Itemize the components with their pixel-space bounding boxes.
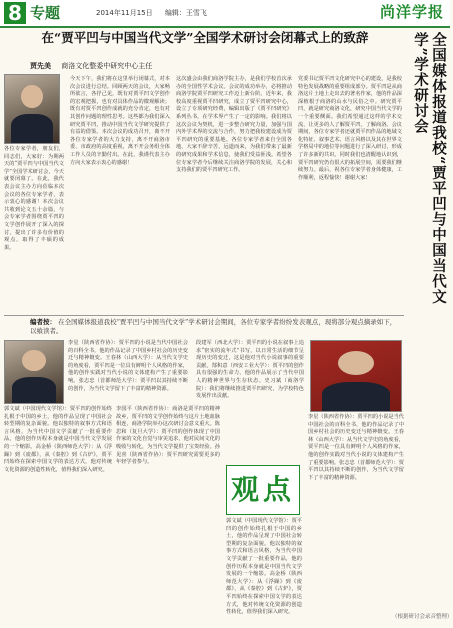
vertical-headline: 全国媒体报道我校“贾平凹与中国当代文学”学术研讨会 [412,32,447,305]
expert-photo-2 [310,340,402,412]
header-meta [96,9,217,18]
article-col-1a: 各位专家学者，朋友们，同志们，大家好：为期两天的“贾平凹与中国当代文学”全国学术研讨会，今天就要闭幕了。在此，我代表会议主办方向莅临本次会议的各位专家学者，表示衷心的感谢！本次会议共收到论文五十余篇，与会专家学者围绕贾平凹的文学创作展开了深入的探讨，提出了许多有价值的观点，取得了丰硕的成果。 [4,146,64,251]
opinion-col-1: 郭文斌（中国现代文学馆）：贾平凹的创作始终扎根于中国的乡土，他的作品呈现了中国社会转型期的复杂面貌。他以独特的叙事方式和语言风格，为当代中国文学贡献了一批重要作品，他的创作历程本身就是中国当代文学发展的一个缩影。高金桥（陕西师范大学）：从《浮躁》到《废都》，从《秦腔》到《古炉》，贾平凹始终在探索中国文学的表达方式，他对传统文化资源的创造性转化，值得我们深入研究。 [4,406,112,473]
opinion-col-3-top: 段建军（西北大学）：贾平凹的小说在叙事上追求“密实的流年式”书写，以日常生活的细节呈现历史的变迁，这是他对当代小说叙事的重要贡献。郜积意（西安工业大学）：贾平凹的创作具有很强的生命力，他的作品展示了当代中国人的精神世界与生存状态。史习斌（商洛学院）：我们将继续推进贾平凹研究，为学校特色发展作出贡献。 [196,340,304,400]
issue-date: 2014年11月15日 [96,9,153,17]
article-headline: 在“贾平凹与中国当代文学”全国学术研讨会闭幕式上的致辞 [41,30,369,45]
section-divider [4,315,404,316]
expert-photo-1 [4,340,64,404]
footer-note: （根据研讨会录音整理） [392,614,453,620]
author-name: 贾先美 [30,62,51,70]
page-number: 8 [4,2,26,24]
masthead-logo: 尚洋学报 [379,3,444,21]
article-col-3: 党委书记贾平凹文化研究中心的建设，是我校特色发展战略的重要组成部分。贾平凹是从商洛这片土地上走出去的著名作家，他的作品深深植根于商洛的山水与民俗之中。研究贾平凹，就是研究商洛文化，研究中国当代文学的一个重要侧面。我们希望通过这样的学术交流，让更多的人了解贾平凹，了解商洛。会议期间，各位专家学者还就贾平凹作品的地域文化特征、叙事艺术、语言风格以及其在世界文学格局中的地位等问题进行了深入研讨，形成了许多新的共识。同时我们也清醒地认识到，贾平凹研究仍有很大的拓展空间，需要我们继续努力。最后，祝各位专家学者身体健康，工作顺利，返程愉快！谢谢大家！ [298,76,402,181]
opinion-col-4: 李星（陕西省作协）：贾平凹的小说是当代中国社会的百科全书，他的作品记录了中国乡村社会的历史变迁与精神嬗变。王春林（山西大学）：从当代文学史的角度看，贾平凹是一位具有鲜明个人风格的作家，他的创作实践对当代小说的文体建构产生了重要影响。张志忠（首都师范大学）：贾平凹以其持续不断的创作，为当代文学留下了丰富的精神资源。 [308,414,404,481]
article-col-2: 这次盛会由我们商洛学院主办，是我们学校首次承办的全国性学术会议。会议的成功举办，必将推动商洛学院贾平凹研究工作迈上新台阶。近年来，我校高度重视贾平凹研究，成立了贾平凹研究中心，设立了专项研究经费，编辑出版了《贾平凹研究》系列丛书，在学术界产生了一定的影响。我们将以这次会议为契机，进一步整合研究力量，加强与国内外学术界的交流与合作，努力把我校建设成为贾平凹研究的重要基地。各位专家学者来自全国各地，大家不辞辛苦，远道而来，为我们带来了最新的研究成果和学术信息，使我们受益匪浅。希望各位专家学者今后继续关注商洛学院的发展，关心和支持我们的贾平凹研究工作。 [176,76,292,174]
article-col-1b: 今天下午，我们将在这里举行闭幕式，对本次会议进行总结。回顾两天的会议，大家畅所欲言，各抒己见，既有对贾平凹文学创作的宏观把握，也有对具体作品的微观解读；既有对贾平凹创作成就的充分肯定，也有对其创作问题的理性思考。这些都为我们深入研究贾平凹，推动中国当代文学研究提供了有益的借鉴。本次会议的成功召开，离不开各位专家学者的大力支持，离不开商洛市委、市政府的高度重视，离不开会务组全体工作人员的辛勤付出。在此，我谨代表主办方向大家表示衷心的感谢！ [70,76,170,166]
opinion-badge: 观点 [226,465,300,515]
editor-note-text: 在全国媒体报道我校“贾平凹与中国当代文学”学术研讨会期间，各位专家学者纷纷发表观点，现将部分观点摘录如下，以飨读者。 [30,318,397,335]
opinion-col-3: 郭文斌（中国现代文学馆）：贾平凹的创作始终扎根于中国的乡土，他的作品呈现了中国社会转型期的复杂面貌。他以独特的叙事方式和语言风格，为当代中国文学贡献了一批重要作品，他的创作历程本身就是中国当代文学发展的一个缩影。高金桥（陕西师范大学）：从《浮躁》到《废都》，从《秦腔》到《古炉》，贾平凹始终在探索中国文学的表达方式，他对传统文化资源的创造性转化，值得我们深入研究。 [226,518,302,616]
author-title: 商洛文化整委中研究中心主任 [61,62,153,70]
editor-note [30,318,400,336]
editor-note-label: 编者按： [30,318,56,326]
opinion-col-2: 李国平（陕西省作协）：商洛是贾平凹的精神故乡，贾平凹的文学创作始终与这片土地血脉相连，商洛学院举办这次研讨会意义重大。陈思和（复旦大学）：贾平凹的创作体现了中国作家的文化自觉与审美追求，他对民间文化的吸收与转化，为当代文学提供了宝贵经验。孙见喜（陕西省作协）：贾平凹研究需要更多的年轻学者参与。 [116,406,220,466]
opinion-col-1-top: 李星（陕西省作协）：贾平凹的小说是当代中国社会的百科全书，他的作品记录了中国乡村社会的历史变迁与精神嬗变。王春林（山西大学）：从当代文学史的角度看，贾平凹是一位具有鲜明个人风格的作家，他的创作实践对当代小说的文体建构产生了重要影响。张志忠（首都师范大学）：贾平凹以其持续不断的创作，为当代文学留下了丰富的精神资源。 [68,340,188,392]
speaker-photo [4,74,60,144]
page-header [0,0,450,28]
editor-credit: 编辑：王雪飞 [164,9,207,17]
section-title: 专题 [30,4,61,22]
author-byline [30,62,330,71]
